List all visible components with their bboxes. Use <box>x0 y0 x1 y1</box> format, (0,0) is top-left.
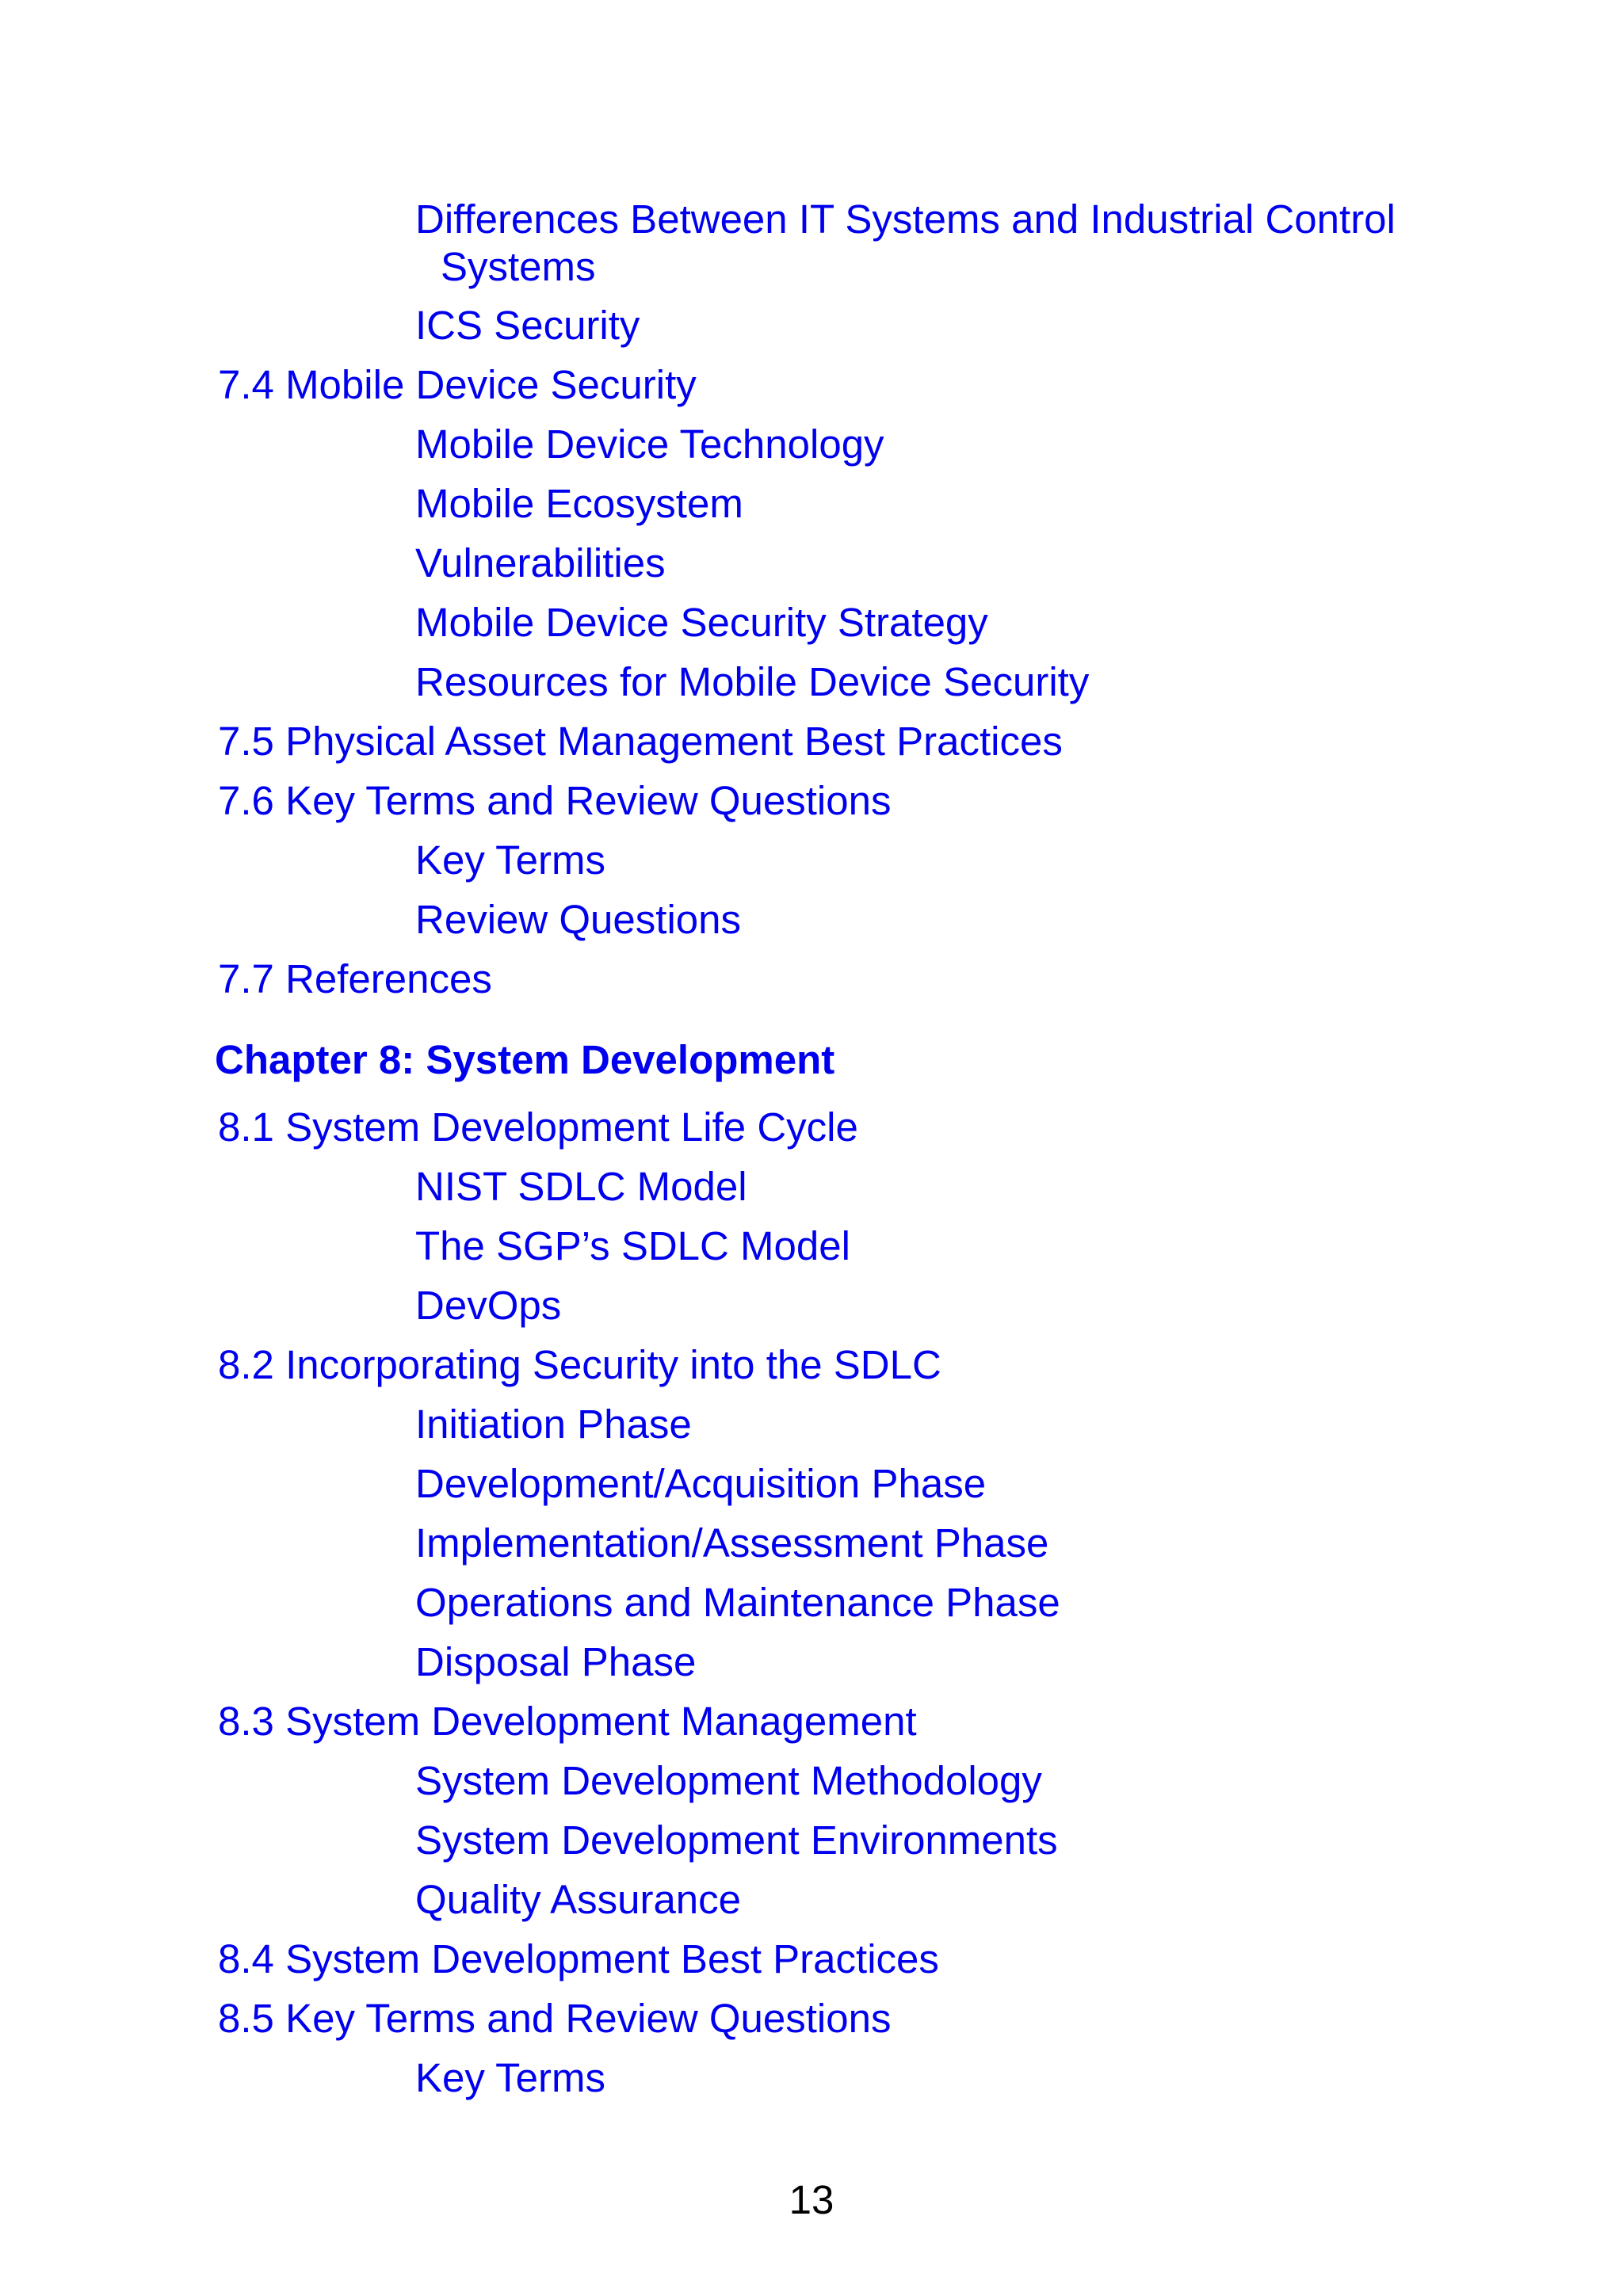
toc-section-7-7[interactable]: 7.7 References <box>218 956 492 1001</box>
toc-section-8-1[interactable]: 8.1 System Development Life Cycle <box>218 1104 858 1150</box>
toc-entry-mobile-device-security-strategy[interactable]: Mobile Device Security Strategy <box>415 600 988 645</box>
toc-section-7-5[interactable]: 7.5 Physical Asset Management Best Practices <box>218 719 1063 764</box>
toc-entry-key-terms[interactable]: Key Terms <box>415 837 605 883</box>
toc-entry-disposal-phase[interactable]: Disposal Phase <box>415 1639 697 1684</box>
toc-section-8-3[interactable]: 8.3 System Development Management <box>218 1699 917 1744</box>
toc-entry-vulnerabilities[interactable]: Vulnerabilities <box>415 540 666 585</box>
toc-entry-system-development-environments[interactable]: System Development Environments <box>415 1817 1058 1863</box>
toc-entry-differences-it-ics[interactable]: Differences Between IT Systems and Industrial Control <box>415 196 1396 242</box>
toc-entry-mobile-ecosystem[interactable]: Mobile Ecosystem <box>415 481 743 526</box>
toc-entry-system-development-methodology[interactable]: System Development Methodology <box>415 1758 1042 1803</box>
toc-section-8-4[interactable]: 8.4 System Development Best Practices <box>218 1936 939 1981</box>
toc-entry-devops[interactable]: DevOps <box>415 1283 562 1328</box>
toc-entry-differences-it-ics-continued[interactable]: Systems <box>441 244 596 289</box>
toc-section-7-4[interactable]: 7.4 Mobile Device Security <box>218 362 697 407</box>
toc-entry-ics-security[interactable]: ICS Security <box>415 303 640 348</box>
toc-entry-sgp-sdlc-model[interactable]: The SGP’s SDLC Model <box>415 1223 850 1268</box>
toc-entry-key-terms-8-5[interactable]: Key Terms <box>415 2055 605 2100</box>
toc-section-8-5[interactable]: 8.5 Key Terms and Review Questions <box>218 1996 892 2041</box>
toc-section-8-2[interactable]: 8.2 Incorporating Security into the SDLC <box>218 1342 941 1387</box>
toc-entry-development-acquisition-phase[interactable]: Development/Acquisition Phase <box>415 1461 987 1506</box>
toc-entry-review-questions[interactable]: Review Questions <box>415 897 742 942</box>
toc-entry-mobile-device-technology[interactable]: Mobile Device Technology <box>415 421 884 467</box>
toc-entry-nist-sdlc-model[interactable]: NIST SDLC Model <box>415 1164 747 1209</box>
toc-section-7-6[interactable]: 7.6 Key Terms and Review Questions <box>218 778 892 823</box>
toc-entry-implementation-assessment-phase[interactable]: Implementation/Assessment Phase <box>415 1520 1049 1566</box>
toc-chapter-8[interactable]: Chapter 8: System Development <box>215 1037 835 1082</box>
page-number: 13 <box>789 2177 834 2222</box>
toc-entry-initiation-phase[interactable]: Initiation Phase <box>415 1402 692 1447</box>
toc-entry-quality-assurance[interactable]: Quality Assurance <box>415 1877 742 1922</box>
toc-entry-resources-mobile-device-security[interactable]: Resources for Mobile Device Security <box>415 659 1090 704</box>
toc-entry-operations-maintenance-phase[interactable]: Operations and Maintenance Phase <box>415 1580 1060 1625</box>
